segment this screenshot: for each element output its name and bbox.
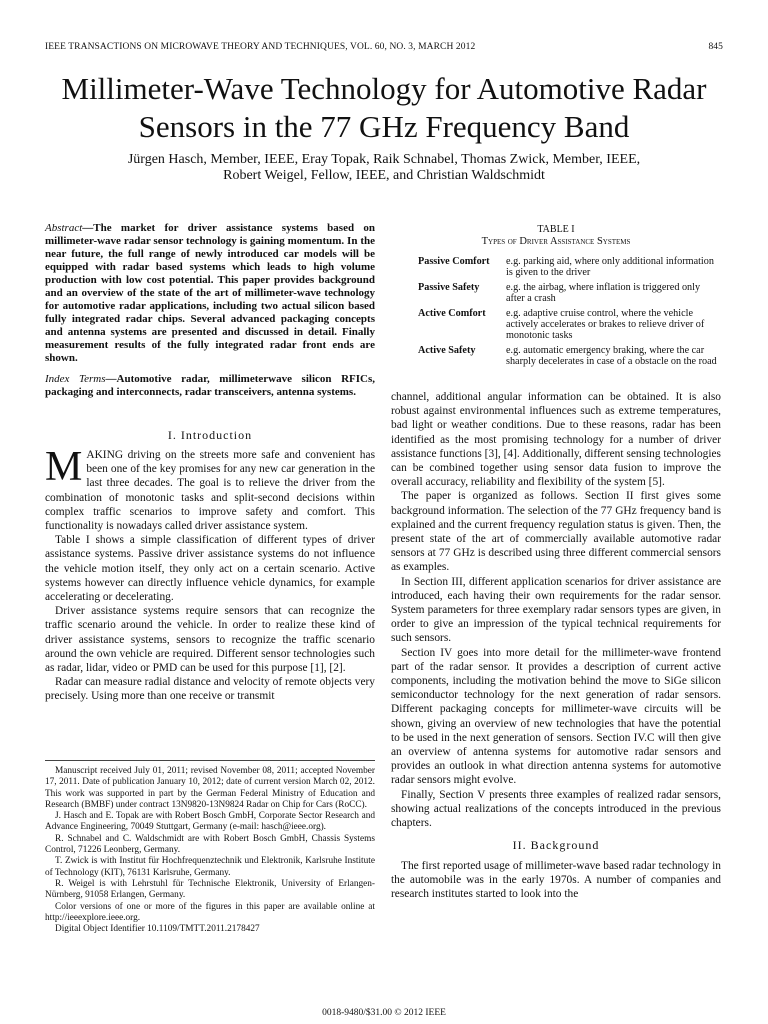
paper-title (0, 70, 768, 146)
table-row (418, 282, 718, 305)
right-paragraph-1: channel, additional angular information can be obtained. It is also robust against environmental influences such as extreme temperatures, bad light or weather conditions. Due to these reasons, radar has been identified as the most promising technology for a number of driver assistance functions [3], [4]. Additionally, different sensing technologies can be combined together using sensor data fusion to improve the overall accuracy, reliability and flexibility of the system [5]. (391, 391, 721, 489)
copyright-line: 0018-9480/$31.00 © 2012 IEEE (322, 1008, 446, 1018)
table-cell-desc: e.g. adaptive cruise control, where the vehicle actively accelerates or brakes to relieve driver of monotonic tasks (506, 307, 705, 342)
table-row (418, 256, 718, 279)
abstract-text: —The market for driver assistance systems based on millimeter-wave radar sensor technology is gaining momentum. In the near future, the full range of newly introduced car models will be equipped with radar based systems which leads to high volume production with low cost potential. This paper provides background and an overview of the state of the art of millimeter-wave technology for automotive radar applications, including two actual silicon based fully integrated radar chips. Several advanced packaging concepts and antenna systems are presented and discussed in detail. Finally measurement results of the fully integrated radar front ends are shown. (45, 222, 375, 364)
table-cell-type: Passive Safety (418, 281, 480, 293)
journal-name: IEEE TRANSACTIONS ON MICROWAVE THEORY AND TECHNIQUES, VOL. 60, NO. 3, MARCH 2012 (45, 42, 476, 52)
left-column-body (45, 444, 375, 704)
abstract-label: Abstract (45, 222, 83, 234)
right-paragraph-3: In Section III, different application scenarios for driver assistance are introduced, each having their own requirements for the radar sensor. System parameters for three exemplary radar sensors types are given, in order to give an impression of the typical technical requirements for such sensors. (391, 575, 721, 645)
footnote-doi: Digital Object Identifier 10.1109/TMTT.2011.2178427 (55, 924, 260, 935)
index-terms (45, 373, 375, 399)
index-terms-label: Index Terms (45, 373, 106, 385)
intro-paragraph-1: MAKING driving on the streets more safe and convenient has been one of the key promises for any new car generation in the last three decades. The goal is to relieve the driver from the combination of monotonic tasks and split-second decisions within complex traffic scenarios to improve safety and comfort. This functionality is nowadays called driver assistance system. (45, 444, 375, 533)
table-cell-desc: e.g. the airbag, where inflation is triggered only after a crash (506, 281, 701, 305)
footnotes (45, 766, 375, 935)
title-line-2: Sensors in the 77 GHz Frequency Band (138, 109, 630, 144)
footnote-divider (45, 760, 375, 761)
section-heading-introduction: I. Introduction (167, 428, 253, 442)
table-row (418, 345, 718, 368)
title-line-1: Millimeter-Wave Technology for Automotive Radar (61, 71, 707, 106)
abstract (45, 222, 375, 365)
table-cell-desc: e.g. automatic emergency braking, where the car sharply decelerates in case of a obstacle on the road (506, 344, 717, 368)
background-paragraph-1: The first reported usage of millimeter-wave based radar technology in the automobile was in the early 1970s. A number of companies and research institutes started to look into the (391, 859, 721, 900)
table-row (418, 308, 718, 342)
authors-line-2: Robert Weigel, Fellow, IEEE, and Christian Waldschmidt (223, 168, 545, 183)
right-paragraph-4: Section IV goes into more detail for the millimeter-wave frontend part of the radar sensor. It provides a description of current active components, including the motivation behind the move to SiGe silicon semiconductor technology for the next generation of radar sensors. Different packaging concepts for millimeter-wave circuits will be shown, giving an overview of new technologies that have the potential to be used in the next generation of sensors. Section IV.C will then give an overview of antenna systems for automotive radar sensors and provides an outlook in what direction antenna systems for automotive radar sensors might evolve. (391, 646, 721, 787)
table-number: TABLE I (537, 224, 575, 235)
intro-paragraph-3: Driver assistance systems require sensors that can recognize the traffic scenario around the vehicle. In order to realize these kind of driver assistance systems, sensors to recognize the traffic scenario around the own vehicle are required. Different sensor technologies such as radar, lidar, video or PMD can be used for this purpose [1], [2]. (45, 605, 375, 675)
right-paragraph-5: Finally, Section V presents three examples of realized radar sensors, showing actual realizations of the concepts introduced in the previous chapters. (391, 788, 721, 830)
intro-paragraph-2: Table I shows a simple classification of different types of driver assistance systems. Passive driver assistance systems do not influence the vehicle motion itself, they only act on a certain scenario. Active systems however can directly influence vehicle dynamics, for example accelerating or decelerating. (45, 534, 375, 604)
index-terms-text: —Automotive radar, millimeterwave silicon RFICs, packaging and interconnects, radar transceivers, antenna systems. (45, 373, 375, 398)
driver-assistance-table (418, 256, 718, 371)
author-list (0, 152, 768, 184)
table-cell-type: Active Comfort (418, 307, 486, 319)
table-cell-desc: e.g. parking aid, where only additional information is given to the driver (506, 256, 714, 279)
table-title: Types of Driver Assistance Systems (481, 236, 631, 247)
right-paragraph-2: The paper is organized as follows. Section II first gives some background information. The selection of the 77 GHz frequency band is explained and the current frequency regulation status is given. Then, the present state of the art of commercially available automotive radar sensors at 77 GHz is described using three different commercial sensors as examples. (391, 490, 721, 574)
table-cell-type: Active Safety (418, 344, 476, 356)
footnote-manuscript: Manuscript received July 01, 2011; revised November 08, 2011; accepted November 17, 2011. Date of publication January 10, 2012; date of current version March 02, 2012. This work was supported in part by the German Federal Ministry of Education and Research (BMBF) under contract 13N9820-13N9824 Radar on Chip for Cars (RoCC). (45, 766, 375, 810)
table-caption (391, 224, 721, 248)
footnote-affiliation-2: R. Schnabel and C. Waldschmidt are with Robert Bosch GmbH, Chassis Systems Control, 71226 Leonberg, Germany. (45, 833, 375, 856)
footnote-affiliation-4: R. Weigel is with Lehrstuhl für Technische Elektronik, University of Erlangen-Nürnberg, 91058 Erlangen, Germany. (45, 878, 375, 901)
right-column-body (391, 390, 721, 901)
section-heading-background: II. Background (512, 838, 600, 853)
footnote-affiliation-3: T. Zwick is with Institut für Hochfrequenztechnik und Elektronik, Karlsruhe Institute of Technology (KIT), 76131 Karlsruhe, Germany. (45, 856, 375, 878)
running-head (45, 42, 723, 56)
authors-line-1: Jürgen Hasch, Member, IEEE, Eray Topak, Raik Schnabel, Thomas Zwick, Member, IEEE, (127, 152, 641, 167)
footnote-color-versions: Color versions of one or more of the figures in this paper are available online at http://ieeexplore.ieee.org. (45, 901, 375, 923)
page-number: 845 (708, 42, 723, 52)
intro-paragraph-4: Radar can measure radial distance and velocity of remote objects very precisely. Using more than one receive or transmit (45, 676, 375, 703)
table-cell-type: Passive Comfort (418, 256, 490, 267)
drop-cap: M (45, 444, 83, 490)
footnote-affiliation-1: J. Hasch and E. Topak are with Robert Bosch GmbH, Corporate Sector Research and Advance Engineering, 70049 Stuttgart, Germany (e-mail: hasch@ieee.org). (45, 811, 375, 833)
